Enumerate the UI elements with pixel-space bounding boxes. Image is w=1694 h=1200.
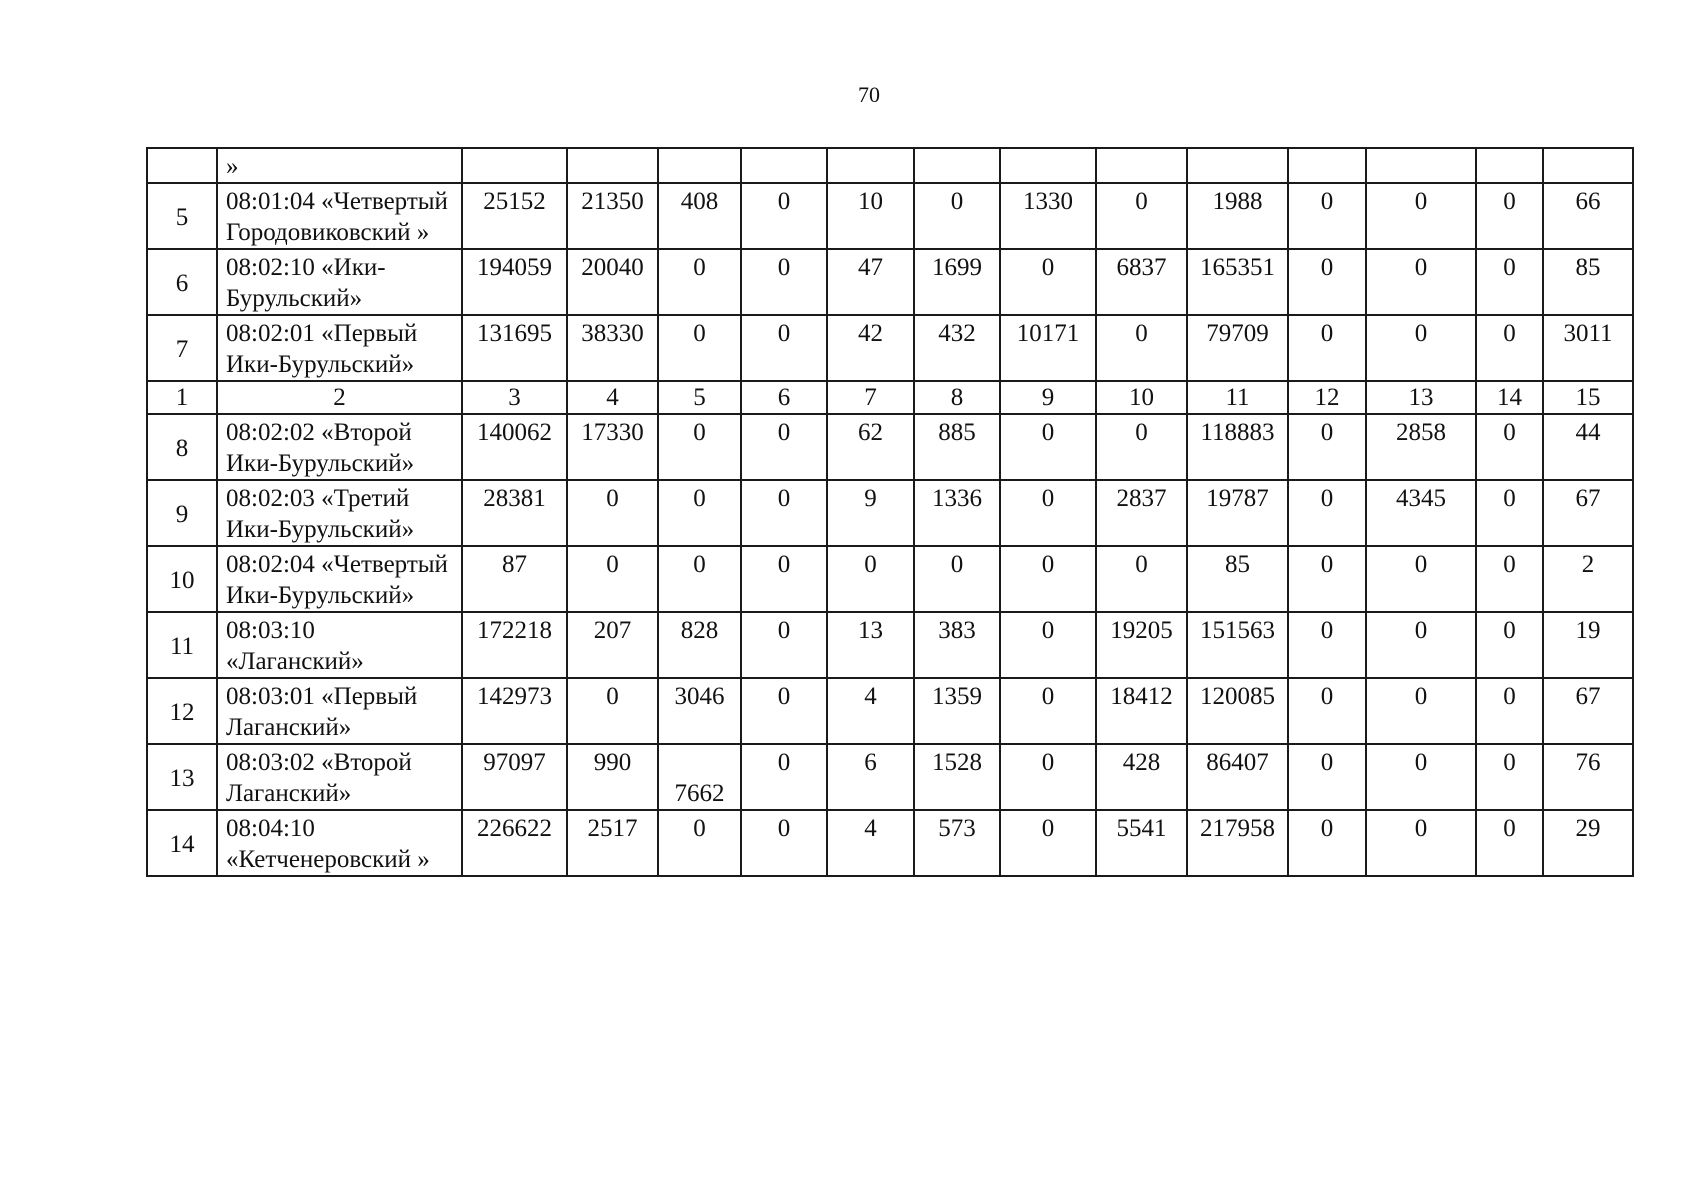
value-cell: 0 [914,183,1000,249]
table-row [147,414,1633,480]
area-name-cell: 08:03:02 «Второй Лаганский» [217,744,462,810]
value-cell: 19 [1543,612,1633,678]
continuation-cell [1000,148,1096,183]
value-cell: 0 [658,249,741,315]
value-cell: 79709 [1187,315,1288,381]
value-cell: 885 [914,414,1000,480]
value-cell: 0 [741,612,827,678]
column-number-cell: 10 [1096,381,1187,414]
row-number-cell: 14 [147,810,217,876]
table-row [147,546,1633,612]
continuation-cell [462,148,567,183]
value-cell: 0 [1476,678,1543,744]
continuation-cell [1543,148,1633,183]
value-cell: 118883 [1187,414,1288,480]
continuation-cell: » [217,148,462,183]
value-cell: 0 [658,315,741,381]
value-cell: 18412 [1096,678,1187,744]
value-cell: 97097 [462,744,567,810]
value-cell: 428 [1096,744,1187,810]
value-cell: 10171 [1000,315,1096,381]
row-number-cell: 5 [147,183,217,249]
value-cell: 0 [1366,249,1476,315]
value-cell: 990 [567,744,658,810]
value-cell: 21350 [567,183,658,249]
value-cell: 0 [827,546,914,612]
value-cell: 0 [1288,249,1366,315]
value-cell: 0 [1000,810,1096,876]
value-cell: 0 [1366,546,1476,612]
value-cell: 62 [827,414,914,480]
row-number-cell: 8 [147,414,217,480]
value-cell: 87 [462,546,567,612]
value-cell: 0 [567,480,658,546]
continuation-cell [827,148,914,183]
value-cell: 28381 [462,480,567,546]
value-cell: 66 [1543,183,1633,249]
value-cell: 1359 [914,678,1000,744]
value-cell: 140062 [462,414,567,480]
value-cell: 0 [567,678,658,744]
value-cell: 0 [1366,810,1476,876]
value-cell: 76 [1543,744,1633,810]
value-cell: 1336 [914,480,1000,546]
value-cell: 383 [914,612,1000,678]
value-cell: 194059 [462,249,567,315]
area-name-cell: 08:02:03 «Третий Ики-Бурульский» [217,480,462,546]
continuation-cell [1476,148,1543,183]
value-cell: 2858 [1366,414,1476,480]
value-cell: 0 [741,678,827,744]
continuation-cell [658,148,741,183]
value-cell: 42 [827,315,914,381]
table-row-continuation [147,148,1633,183]
value-cell: 1528 [914,744,1000,810]
column-number-cell: 4 [567,381,658,414]
value-cell: 20040 [567,249,658,315]
value-cell: 0 [1000,612,1096,678]
value-cell: 408 [658,183,741,249]
row-number-cell: 9 [147,480,217,546]
value-cell: 5541 [1096,810,1187,876]
column-number-cell: 7 [827,381,914,414]
area-name-cell: 08:03:01 «Первый Лаганский» [217,678,462,744]
value-cell: 1988 [1187,183,1288,249]
value-cell: 0 [1366,612,1476,678]
column-number-cell: 9 [1000,381,1096,414]
value-cell: 0 [1476,315,1543,381]
continuation-cell [567,148,658,183]
value-cell: 0 [1000,546,1096,612]
row-number-cell: 6 [147,249,217,315]
value-cell: 19787 [1187,480,1288,546]
value-cell: 47 [827,249,914,315]
value-cell: 0 [1288,546,1366,612]
table-row [147,744,1633,810]
table-body [147,148,1633,876]
continuation-cell [741,148,827,183]
value-cell: 44 [1543,414,1633,480]
value-cell: 217958 [1187,810,1288,876]
value-cell: 2 [1543,546,1633,612]
value-cell: 0 [741,810,827,876]
value-cell: 6837 [1096,249,1187,315]
value-cell: 0 [567,546,658,612]
value-cell: 0 [914,546,1000,612]
table-row [147,810,1633,876]
value-cell: 0 [1476,546,1543,612]
value-cell: 0 [741,744,827,810]
value-cell: 151563 [1187,612,1288,678]
column-number-cell: 15 [1543,381,1633,414]
value-cell: 0 [658,546,741,612]
value-cell: 0 [1476,744,1543,810]
column-number-cell: 8 [914,381,1000,414]
row-number-cell: 10 [147,546,217,612]
column-number-cell: 3 [462,381,567,414]
value-cell [658,744,741,810]
value-cell: 0 [1476,480,1543,546]
value-cell: 4 [827,678,914,744]
area-name-cell: 08:02:01 «Первый Ики-Бурульский» [217,315,462,381]
value-cell: 67 [1543,678,1633,744]
value-cell: 29 [1543,810,1633,876]
value-cell: 0 [1096,183,1187,249]
table-row [147,480,1633,546]
value-cell: 10 [827,183,914,249]
value-cell: 0 [741,546,827,612]
area-name-cell: 08:04:10 «Кетченеровский » [217,810,462,876]
value-cell: 0 [658,810,741,876]
column-number-cell: 14 [1476,381,1543,414]
value-cell: 0 [1288,678,1366,744]
value-cell: 0 [741,249,827,315]
continuation-cell [1366,148,1476,183]
value-cell: 165351 [1187,249,1288,315]
value-cell: 1330 [1000,183,1096,249]
area-name-cell: 08:01:04 «Четвертый Городовиковский » [217,183,462,249]
column-number-cell: 13 [1366,381,1476,414]
row-number-cell: 12 [147,678,217,744]
value-cell: 573 [914,810,1000,876]
value-cell: 0 [1096,546,1187,612]
value-cell: 0 [1288,810,1366,876]
value-cell: 0 [1096,315,1187,381]
value-cell: 0 [1288,315,1366,381]
value-cell: 0 [1366,315,1476,381]
table-row [147,612,1633,678]
row-number-cell: 11 [147,612,217,678]
column-number-cell: 12 [1288,381,1366,414]
value-cell: 0 [741,414,827,480]
value-cell: 0 [1288,183,1366,249]
value-cell: 0 [1288,612,1366,678]
area-name-cell: 08:02:04 «Четвертый Ики-Бурульский» [217,546,462,612]
column-number-cell: 2 [217,381,462,414]
value-cell: 2517 [567,810,658,876]
continuation-cell [147,148,217,183]
value-cell: 9 [827,480,914,546]
value-cell: 0 [741,480,827,546]
value-cell: 207 [567,612,658,678]
page-number: 70 [858,82,880,107]
value-cell: 0 [1288,480,1366,546]
value-cell: 4 [827,810,914,876]
value-cell: 0 [1000,249,1096,315]
value-cell: 4345 [1366,480,1476,546]
row-number-cell: 13 [147,744,217,810]
area-name-cell: 08:02:02 «Второй Ики-Бурульский» [217,414,462,480]
value-cell: 67 [1543,480,1633,546]
column-number-cell: 1 [147,381,217,414]
column-number-cell: 5 [658,381,741,414]
value-cell: 131695 [462,315,567,381]
value-cell: 828 [658,612,741,678]
value-cell: 0 [658,414,741,480]
table-row [147,678,1633,744]
column-number-row [147,381,1633,414]
continuation-cell [1096,148,1187,183]
value-cell: 1699 [914,249,1000,315]
continuation-cell [914,148,1000,183]
continuation-cell [1187,148,1288,183]
column-number-cell: 6 [741,381,827,414]
value-cell: 3011 [1543,315,1633,381]
value-cell: 85 [1187,546,1288,612]
value-cell: 0 [1366,183,1476,249]
value-cell: 0 [1000,744,1096,810]
value-cell: 17330 [567,414,658,480]
value-cell: 13 [827,612,914,678]
value-cell: 0 [1000,480,1096,546]
area-name-cell: 08:03:10 «Лаганский» [217,612,462,678]
data-table [146,147,1634,877]
value-cell-text: 7662 [674,780,725,807]
table-row [147,183,1633,249]
value-cell: 0 [1476,183,1543,249]
value-cell: 86407 [1187,744,1288,810]
value-cell: 120085 [1187,678,1288,744]
value-cell: 0 [1288,414,1366,480]
value-cell: 0 [741,183,827,249]
value-cell: 0 [1000,414,1096,480]
value-cell: 0 [1288,744,1366,810]
value-cell: 0 [741,315,827,381]
area-name-cell: 08:02:10 «Ики-Бурульский» [217,249,462,315]
value-cell: 0 [1476,414,1543,480]
value-cell: 432 [914,315,1000,381]
table-row [147,315,1633,381]
continuation-cell [1288,148,1366,183]
value-cell: 0 [658,480,741,546]
value-cell: 0 [1366,744,1476,810]
value-cell: 172218 [462,612,567,678]
value-cell: 85 [1543,249,1633,315]
value-cell: 142973 [462,678,567,744]
value-cell: 0 [1476,810,1543,876]
value-cell: 2837 [1096,480,1187,546]
value-cell: 6 [827,744,914,810]
value-cell: 25152 [462,183,567,249]
table-row [147,249,1633,315]
value-cell: 19205 [1096,612,1187,678]
column-number-cell: 11 [1187,381,1288,414]
value-cell: 3046 [658,678,741,744]
value-cell: 226622 [462,810,567,876]
value-cell: 38330 [567,315,658,381]
value-cell: 0 [1096,414,1187,480]
value-cell: 0 [1476,612,1543,678]
value-cell: 0 [1476,249,1543,315]
value-cell: 0 [1366,678,1476,744]
row-number-cell: 7 [147,315,217,381]
value-cell: 0 [1000,678,1096,744]
